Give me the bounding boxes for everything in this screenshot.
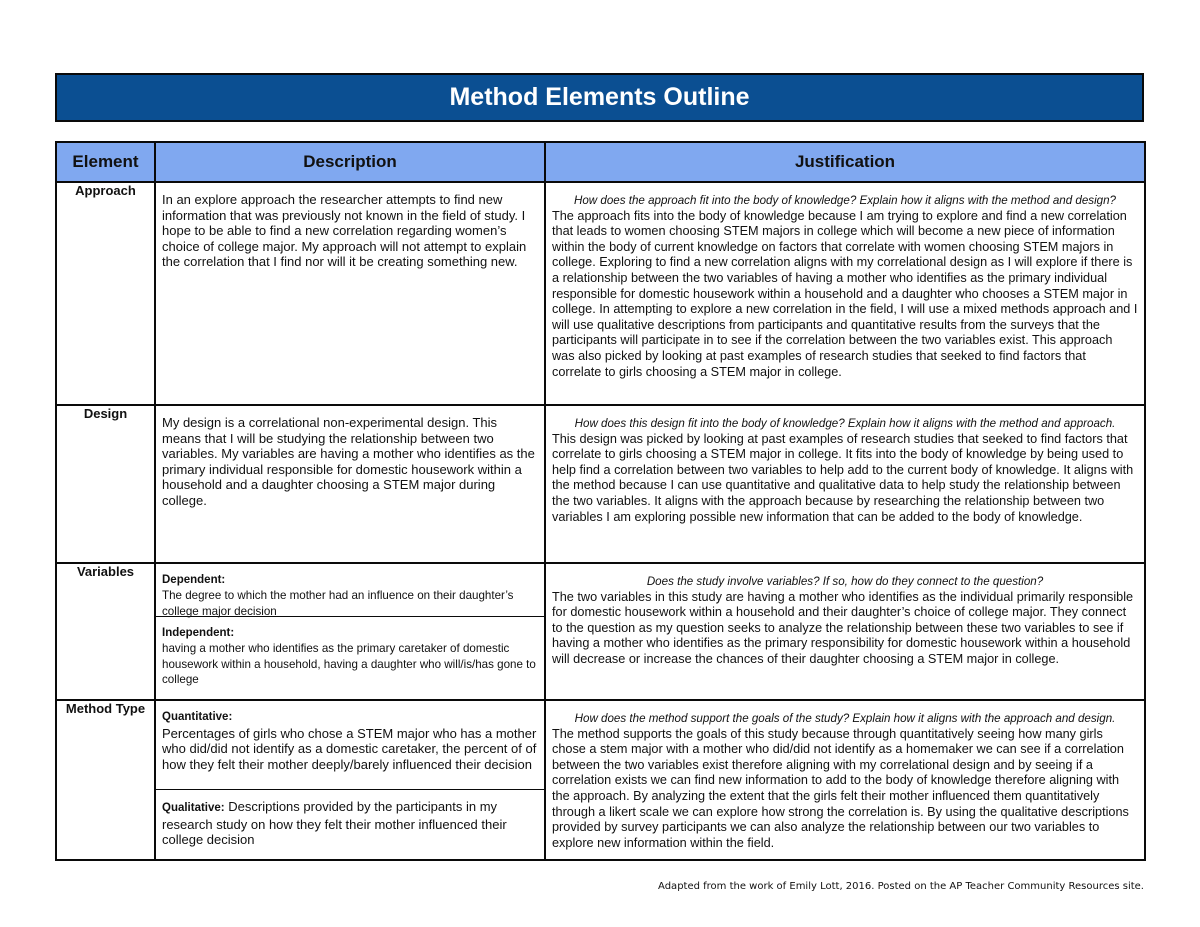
page-title: Method Elements Outline bbox=[449, 83, 750, 111]
description-design bbox=[155, 405, 545, 563]
independent-text: having a mother who identifies as the primary caretaker of domestic housework within a household, having a daughter who will/is/has gone to college bbox=[162, 642, 536, 686]
justification-text: The approach fits into the body of knowledge because I am trying to explore and find a new correlation that leads to women choosing STEM majors in college which will become a new piece of information within the body of current knowledge on factors that correlate with women choosing STEM majors in college. Exploring to find a new correlation aligns with my correlational design as I will explore if there is a relationship between the two variables of having a mother who identifies as the primary individual responsible for domestic housework within a household and a daughter who chooses a STEM major in college. In attempting to explore a new correlation in the field, I will use a mixed methods approach and I will use qualitative descriptions from participants and quantitative results from the surveys that the participants will participate in to see if the correlation between the two variables exist. This approach was also picked by looking at past examples of research studies that seeked to find factors that correlate to girls choosing a STEM major in college. bbox=[552, 208, 1138, 379]
dependent-variable bbox=[156, 564, 544, 617]
attribution-footer: Adapted from the work of Emily Lott, 2016. Posted on the AP Teacher Community Resources site. bbox=[658, 881, 1144, 892]
justification-method-type bbox=[545, 700, 1145, 860]
justification-design bbox=[545, 405, 1145, 563]
description-text: In an explore approach the researcher attempts to find new information that was previously not known in the field of study. I hope to be able to find a new correlation regarding women’s choice of college major. My approach will not attempt to explain the correlation that I find nor will it be creating something new. bbox=[162, 192, 527, 269]
quantitative-text: Percentages of girls who chose a STEM major who has a mother who did/did not identify as a domestic caretaker, the percent of of how they felt their mother deeply/barely influenced their decision bbox=[162, 725, 537, 772]
row-approach bbox=[56, 182, 1145, 405]
row-method-type bbox=[56, 700, 1145, 860]
justification-text: The method supports the goals of this study because through quantitatively seeing how many girls chose a stem major with a mother who did/did not identify as a homemaker we can see if a correlation between the two variables exist therefore aligning with my correlational design and by seeing if a correlation exists we can find new information to add to the body of knowledge therefore aligning with the approach. By analyzing the extent that the girls felt their mother influenced them quantitatively through a likert scale we can explore how strong the correlation is. By using the qualitative descriptions provided by survey participants we can also analyze the relationship between our two variables to explore new information within the field. bbox=[552, 726, 1129, 850]
element-method-type: Method Type bbox=[56, 700, 155, 860]
row-design bbox=[56, 405, 1145, 563]
quantitative-label: Quantitative: bbox=[162, 711, 233, 723]
justification-prompt: How does the method support the goals of the study? Explain how it aligns with the approach and design. bbox=[574, 712, 1116, 725]
justification-variables bbox=[545, 563, 1145, 700]
header-row bbox=[56, 142, 1145, 182]
header-justification: Justification bbox=[545, 142, 1145, 182]
justification-prompt: Does the study involve variables? If so, how do they connect to the question? bbox=[646, 575, 1044, 588]
dependent-label: Dependent: bbox=[162, 574, 226, 586]
justification-prompt: How does the approach fit into the body of knowledge? Explain how it aligns with the method and design? bbox=[573, 194, 1117, 207]
description-text: My design is a correlational non-experimental design. This means that I will be studying the relationship between two variables. My variables are having a mother who identifies as the primary individual responsible for domestic housework within a household and a daughter choosing a STEM major during college. bbox=[162, 415, 535, 508]
justification-prompt: How does this design fit into the body of knowledge? Explain how it aligns with the method and approach. bbox=[574, 417, 1116, 430]
justification-text: This design was picked by looking at past examples of research studies that seeked to find factors that correlate to girls choosing a STEM major in college. It fits into the body of knowledge by being used to help find a correlation between two variables to help add to the current body of knowledge. It aligns with the method because I can use quantitative and qualitative data to help study the relationship between the two variables. It aligns with the approach because by researching the relationship between two variables I am exploring possible new information that can be added to the body of knowledge. bbox=[552, 431, 1134, 524]
title-banner bbox=[55, 73, 1144, 122]
description-variables bbox=[155, 563, 545, 700]
description-method-type bbox=[155, 700, 545, 860]
independent-variable bbox=[156, 617, 544, 687]
qualitative-label: Qualitative: bbox=[162, 802, 225, 814]
method-elements-table bbox=[55, 141, 1146, 861]
header-description: Description bbox=[155, 142, 545, 182]
row-variables bbox=[56, 563, 1145, 700]
independent-label: Independent: bbox=[162, 627, 235, 639]
qualitative-text: Descriptions provided by the participants in my research study on how they felt their mother influenced their college decision bbox=[162, 799, 507, 848]
dependent-text: The degree to which the mother had an influence on their daughter’s college major decision bbox=[162, 589, 514, 618]
element-approach: Approach bbox=[56, 182, 155, 405]
justification-approach bbox=[545, 182, 1145, 405]
element-variables: Variables bbox=[56, 563, 155, 700]
header-element: Element bbox=[56, 142, 155, 182]
quantitative-method bbox=[156, 701, 544, 790]
description-approach bbox=[155, 182, 545, 405]
element-design: Design bbox=[56, 405, 155, 563]
justification-text: The two variables in this study are having a mother who identifies as the individual primarily responsible for domestic housework within a household and their daughter’s choice of college major. They connect to the question as my question seeks to analyze the relationship between these two variables to see if having a mother who identifies as the primary responsibility for domestic housework within a household will decrease or increase the chances of their daughter choosing a STEM major in college. bbox=[552, 589, 1134, 666]
qualitative-method bbox=[156, 790, 544, 848]
